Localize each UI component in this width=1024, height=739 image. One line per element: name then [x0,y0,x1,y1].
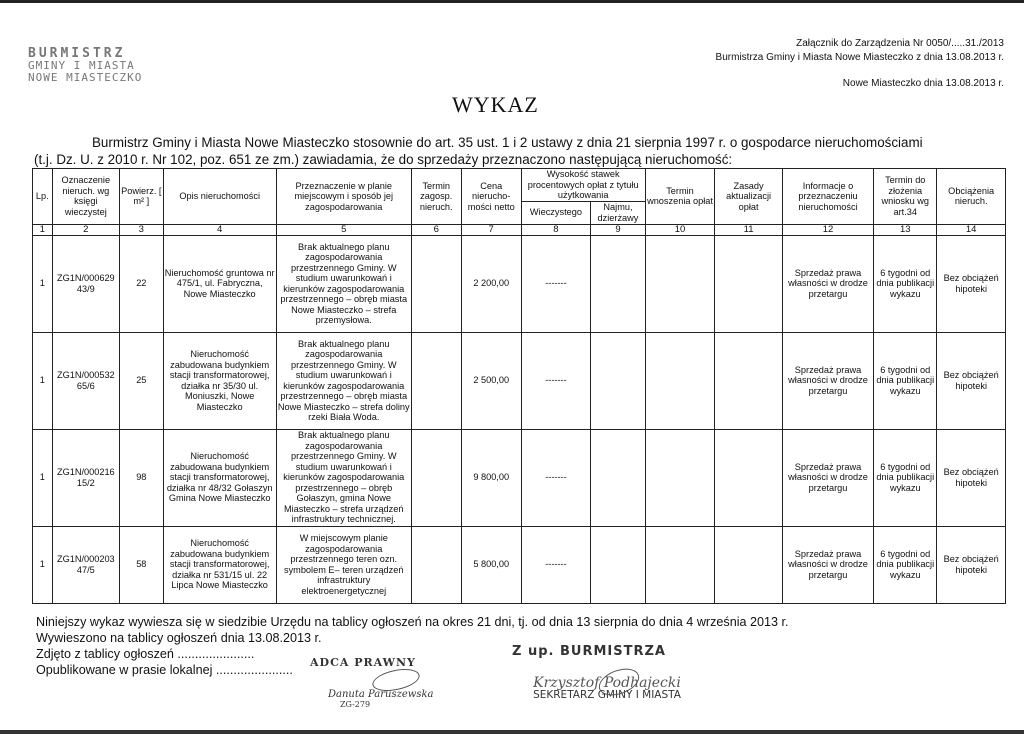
cell-plan: Brak aktualnego planu zagospodarowania przestrzennego Gminy. W studium uwarunkowań i kierunków zagospodarowania przestrzennego – obręb miasta Nowe Miasteczko – strefa przemysłowa. [276,235,411,332]
intro-line-1: Burmistrz Gminy i Miasta Nowe Miasteczko stosownie do art. 35 ust. 1 i 2 ustawy z dnia 21 sierpnia 1997 r. o gospodarce nieruchomościami [92,135,923,150]
cell-lp: 1 [33,235,53,332]
column-number: 11 [715,224,782,235]
col-header-lp: Lp. [33,169,53,225]
intro-paragraph [34,134,998,168]
table-row [33,235,1006,332]
col-header-najmu: Najmu, dzierżawy [591,201,645,224]
stamp-burmistrz [28,48,188,84]
cell-wieczyste: ------- [521,235,591,332]
cell-description: Nieruchomość zabudowana budynkiem stacji transformatorowej, działka nr 35/30 ul. Moniuszki, Nowe Miasteczko [163,332,276,429]
column-number: 2 [52,224,119,235]
column-number: 4 [163,224,276,235]
document-title: WYKAZ [452,92,539,117]
cell-zasady [715,429,782,526]
cell-price: 9 800,00 [461,429,521,526]
cell-plan: Brak aktualnego planu zagospodarowania przestrzennego Gminy. W studium uwarunkowań i kierunków zagospodarowania przestrzennego – obręb Gołaszyn, gmina Nowe Miasteczko – strefa urządzeń infrastruktury technicznej. [276,429,411,526]
cell-kw: ZG1N/000629 43/9 [52,235,119,332]
column-number: 10 [645,224,715,235]
header-row [33,169,1006,202]
column-number: 9 [591,224,645,235]
cell-info: Sprzedaż prawa własności w drodze przetargu [782,526,873,603]
table-row [33,429,1006,526]
cell-wieczyste: ------- [521,526,591,603]
cell-plan: W miejscowym planie zagospodarowania przestrzennego teren ozn. symbolem E– teren urządzeń infrastruktury elektroenergetycznej [276,526,411,603]
cell-price: 2 200,00 [461,235,521,332]
cell-kw: ZG1N/000532 65/6 [52,332,119,429]
property-table [32,168,1006,604]
column-number: 8 [521,224,591,235]
place-date: Nowe Miasteczko dnia 13.08.2013 r. [842,78,1004,89]
on-behalf-stamp: Z up. BURMISTRZA [512,644,666,659]
legal-advisor-stamp: ADCA PRAWNY [310,656,416,669]
cell-wieczyste: ------- [521,429,591,526]
column-number: 1 [33,224,53,235]
col-header-termin-zlozenia: Termin do złożenia wniosku wg art.34 [874,169,937,225]
col-header-termin-wnoszenia: Termin wnoszenia opłat [645,169,715,225]
cell-burden: Bez obciążeń hipoteki [937,235,1006,332]
column-number: 6 [411,224,461,235]
col-header-cena: Cena nierucho- mości netto [461,169,521,225]
intro-line-2: (t.j. Dz. U. z 2010 r. Nr 102, poz. 651 ze zm.) zawiadamia, że do sprzedaży przeznaczono następującą nieruchomość: [34,152,733,167]
cell-deadline: 6 tygodni od dnia publikacji wykazu [874,429,937,526]
col-header-wieczystego: Wieczystego [521,201,591,224]
stamp-line-1: BURMISTRZ [28,46,126,61]
cell-price: 2 500,00 [461,332,521,429]
footer-line-published: Opublikowane w prasie lokalnej ...................... [36,663,293,677]
cell-description: Nieruchomość zabudowana budynkiem stacji transformatorowej, działka nr 531/15 ul. 22 Lipca Nowe Miasteczko [163,526,276,603]
col-header-powierzchnia: Powierz. [ m² ] [120,169,164,225]
footer-line-removed: Zdjęto z tablicy ogłoszeń ...................... [36,647,255,661]
cell-lp: 1 [33,429,53,526]
col-header-informacje: Informacje o przeznaczeniu nieruchomości [782,169,873,225]
cell-area: 22 [120,235,164,332]
cell-termin-zagosp [411,429,461,526]
cell-termin-zagosp [411,235,461,332]
cell-kw: ZG1N/000203 47/5 [52,526,119,603]
cell-burden: Bez obciążeń hipoteki [937,526,1006,603]
cell-lp: 1 [33,526,53,603]
cell-burden: Bez obciążeń hipoteki [937,429,1006,526]
cell-termin-zagosp [411,526,461,603]
secretary-role: SEKRETARZ GMINY I MIASTA [533,689,681,701]
cell-info: Sprzedaż prawa własności w drodze przetargu [782,429,873,526]
cell-area: 25 [120,332,164,429]
column-number: 12 [782,224,873,235]
cell-termin-wnoszenia [645,235,715,332]
cell-deadline: 6 tygodni od dnia publikacji wykazu [874,526,937,603]
secretary-name: Krzysztof Podhajecki [533,675,681,691]
cell-termin-wnoszenia [645,332,715,429]
col-header-przeznaczenie: Przeznaczenie w planie miejscowym i sposób jej zagospodarowania [276,169,411,225]
cell-deadline: 6 tygodni od dnia publikacji wykazu [874,235,937,332]
col-header-termin-zagosp: Termin zagosp. nieruch. [411,169,461,225]
cell-description: Nieruchomość gruntowa nr 475/1, ul. Fabryczna, Nowe Miasteczko [163,235,276,332]
column-number-row [33,224,1006,235]
cell-termin-zagosp [411,332,461,429]
cell-wieczyste: ------- [521,332,591,429]
top-border-line [0,0,1024,3]
cell-kw: ZG1N/000216 15/2 [52,429,119,526]
col-header-zasady: Zasady aktualizacji opłat [715,169,782,225]
cell-najmu [591,526,645,603]
legal-advisor-number: ZG-279 [340,700,371,709]
bottom-border-line [0,730,1024,734]
column-number: 3 [120,224,164,235]
stamp-line-2: GMINY I MIASTA [28,59,135,72]
cell-zasady [715,332,782,429]
cell-deadline: 6 tygodni od dnia publikacji wykazu [874,332,937,429]
stamp-line-3: NOWE MIASTECZKO [28,71,143,84]
col-header-obciazenia: Obciążenia nieruch. [937,169,1006,225]
footer-line-posting: Niniejszy wykaz wywiesza się w siedzibie Urzędu na tablicy ogłoszeń na okres 21 dni, tj. od dnia 13 sierpnia do dnia 4 września 2013 r. [36,615,789,629]
cell-area: 98 [120,429,164,526]
column-number: 13 [874,224,937,235]
cell-zasady [715,235,782,332]
table-row [33,332,1006,429]
cell-info: Sprzedaż prawa własności w drodze przetargu [782,332,873,429]
cell-termin-wnoszenia [645,429,715,526]
footer-line-posted: Wywieszono na tablicy ogłoszeń dnia 13.08.2013 r. [36,631,322,645]
cell-area: 58 [120,526,164,603]
cell-lp: 1 [33,332,53,429]
cell-zasady [715,526,782,603]
issuer-ref: Burmistrza Gminy i Miasta Nowe Miasteczko z dnia 13.08.2013 r. [715,52,1004,63]
col-header-wysokosc-stawek: Wysokość stawek procentowych opłat z tytułu użytkowania [521,169,645,202]
col-header-opis: Opis nieruchomości [163,169,276,225]
col-header-oznaczenie: Oznaczenie nieruch. wg księgi wieczystej [52,169,119,225]
cell-description: Nieruchomość zabudowana budynkiem stacji transformatorowej, działka nr 48/32 Gołaszyn Gmina Nowe Miasteczko [163,429,276,526]
legal-advisor-name: Danuta Paruszewska [328,689,434,700]
column-number: 14 [937,224,1006,235]
cell-plan: Brak aktualnego planu zagospodarowania przestrzennego Gminy. W studium uwarunkowań i kierunków zagospodarowania przestrzennego – obręb miasta Nowe Miasteczko – strefa doliny rzeki Biała Woda. [276,332,411,429]
header-reference [716,37,1004,91]
cell-najmu [591,332,645,429]
cell-info: Sprzedaż prawa własności w drodze przetargu [782,235,873,332]
table-row [33,526,1006,603]
cell-najmu [591,235,645,332]
cell-najmu [591,429,645,526]
cell-termin-wnoszenia [645,526,715,603]
attachment-ref: Załącznik do Zarządzenia Nr 0050/.....31./2013 [796,38,1004,49]
cell-price: 5 800,00 [461,526,521,603]
column-number: 7 [461,224,521,235]
cell-burden: Bez obciążeń hipoteki [937,332,1006,429]
column-number: 5 [276,224,411,235]
